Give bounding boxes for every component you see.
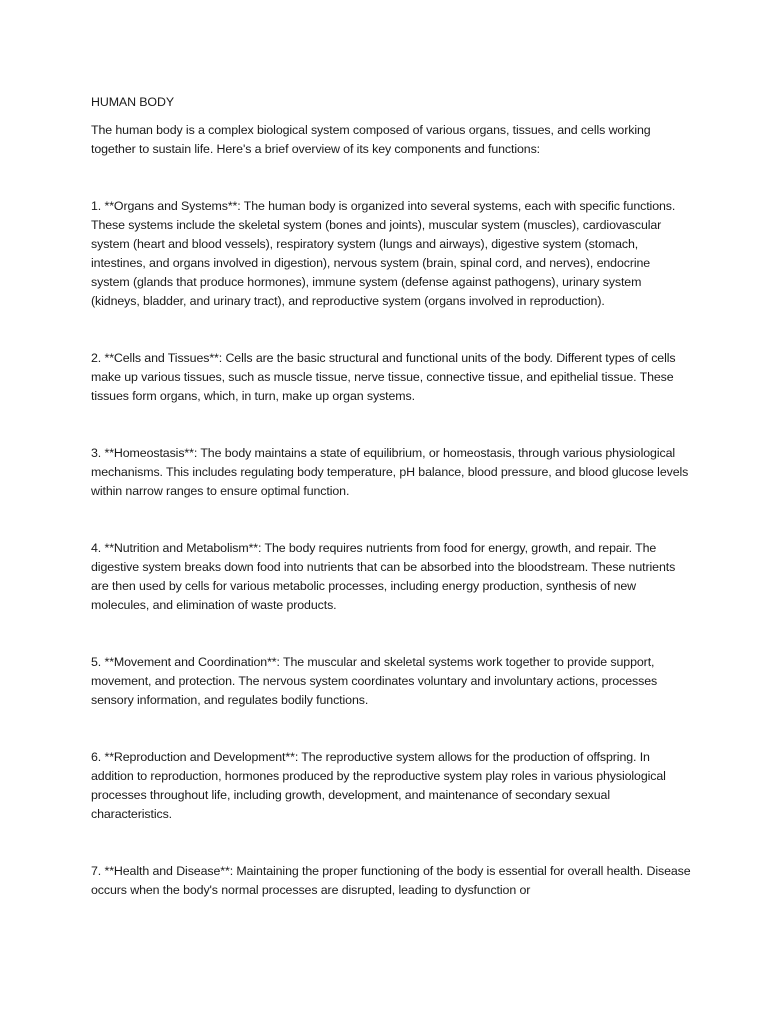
intro-paragraph: The human body is a complex biological system composed of various organs, tissues, and cells working together to sustain life. Here's a brief overview of its key components and functions: bbox=[91, 123, 651, 156]
list-item-nutrition-and-metabolism: 4. **Nutrition and Metabolism**: The body requires nutrients from food for energy, growth, and repair. The digestive system breaks down food into nutrients that can be absorbed into the bloodstream. These nutrients are then used by cells for various metabolic processes, including energy production, synthesis of new molecules, and elimination of waste products. bbox=[91, 541, 676, 612]
list-item-homeostasis: 3. **Homeostasis**: The body maintains a state of equilibrium, or homeostasis, through various physiological mechanisms. This includes regulating body temperature, pH balance, blood pressure, and blood glucose levels within narrow ranges to ensure optimal function. bbox=[91, 446, 689, 498]
document-body bbox=[91, 93, 691, 900]
numbered-list bbox=[91, 197, 691, 900]
list-item-organs-and-systems: 1. **Organs and Systems**: The human body is organized into several systems, each with specific functions. These systems include the skeletal system (bones and joints), muscular system (muscles), cardiovascular system (heart and blood vessels), respiratory system (lungs and airways), digestive system (stomach, intestines, and organs involved in digestion), nervous system (brain, spinal cord, and nerves), endocrine system (glands that produce hormones), immune system (defense against pathogens), urinary system (kidneys, bladder, and urinary tract), and reproductive system (organs involved in reproduction). bbox=[91, 199, 676, 308]
list-item-health-and-disease: 7. **Health and Disease**: Maintaining the proper functioning of the body is essential for overall health. Disease occurs when the body's normal processes are disrupted, leading to dysfunction or bbox=[91, 864, 691, 897]
list-item-reproduction-and-development: 6. **Reproduction and Development**: The reproductive system allows for the production of offspring. In addition to reproduction, hormones produced by the reproductive system play roles in various physiological processes throughout life, including growth, development, and maintenance of secondary sexual characteristics. bbox=[91, 750, 666, 821]
list-item-cells-and-tissues: 2. **Cells and Tissues**: Cells are the basic structural and functional units of the body. Different types of cells make up various tissues, such as muscle tissue, nerve tissue, connective tissue, and epithelial tissue. These tissues form organs, which, in turn, make up organ systems. bbox=[91, 351, 676, 403]
list-item-movement-and-coordination: 5. **Movement and Coordination**: The muscular and skeletal systems work together to provide support, movement, and protection. The nervous system coordinates voluntary and involuntary actions, processes sensory information, and regulates bodily functions. bbox=[91, 655, 658, 707]
document-title: HUMAN BODY bbox=[91, 95, 174, 109]
